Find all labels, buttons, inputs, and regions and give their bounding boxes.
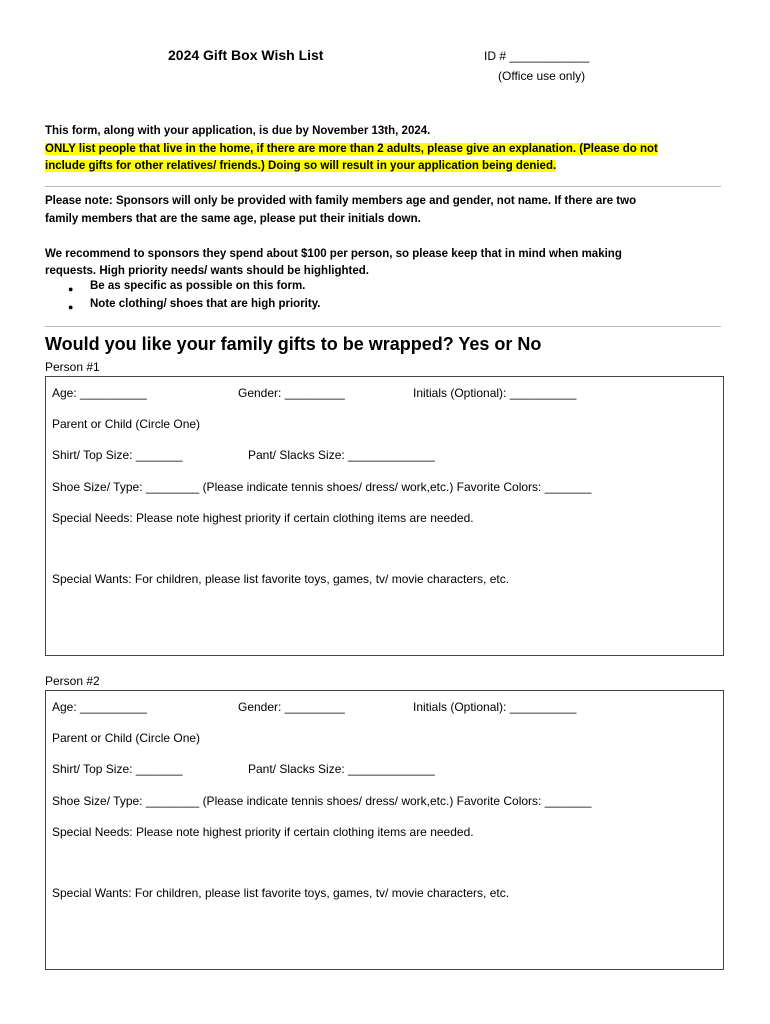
sponsor-note-line-2: family members that are the same age, please put their initials down. bbox=[45, 213, 421, 225]
list-item: ● Be as specific as possible on this form. bbox=[68, 280, 320, 298]
shirt-size-field[interactable]: Shirt/ Top Size: _______ bbox=[52, 448, 183, 462]
recommend-line-2: requests. High priority needs/ wants should be highlighted. bbox=[45, 265, 369, 277]
highlight-text-1: ONLY list people that live in the home, if there are more than 2 adults, please give an explanation. (Please do not bbox=[45, 143, 658, 155]
age-field[interactable]: Age: __________ bbox=[52, 700, 147, 714]
special-needs-field[interactable]: Special Needs: Please note highest priority if certain clothing items are needed. bbox=[52, 825, 474, 839]
initials-field[interactable]: Initials (Optional): __________ bbox=[413, 386, 577, 400]
initials-field[interactable]: Initials (Optional): __________ bbox=[413, 700, 577, 714]
divider bbox=[45, 186, 721, 187]
page-title: 2024 Gift Box Wish List bbox=[168, 47, 324, 63]
shoe-size-field[interactable]: Shoe Size/ Type: ________ (Please indicate tennis shoes/ dress/ work,etc.) Favorite Colors: _______ bbox=[52, 794, 592, 808]
list-item: ● Note clothing/ shoes that are high priority. bbox=[68, 298, 320, 316]
special-wants-field[interactable]: Special Wants: For children, please list favorite toys, games, tv/ movie characters, etc. bbox=[52, 886, 510, 900]
due-date-line: This form, along with your application, is due by November 13th, 2024. bbox=[45, 125, 431, 137]
pant-size-field[interactable]: Pant/ Slacks Size: _____________ bbox=[248, 762, 435, 776]
sponsor-note-line-1: Please note: Sponsors will only be provided with family members age and gender, not name. If there are two bbox=[45, 195, 637, 207]
highlight-text-2: include gifts for other relatives/ friends.) Doing so will result in your application being denied. bbox=[45, 160, 557, 172]
gender-field[interactable]: Gender: _________ bbox=[238, 700, 345, 714]
wrap-question: Would you like your family gifts to be wrapped? Yes or No bbox=[45, 334, 542, 354]
divider bbox=[45, 326, 721, 327]
person-1-label: Person #1 bbox=[45, 360, 100, 374]
id-field[interactable]: ID # ____________ bbox=[484, 49, 590, 63]
person-2-card bbox=[45, 690, 724, 970]
special-wants-field[interactable]: Special Wants: For children, please list favorite toys, games, tv/ movie characters, etc. bbox=[52, 572, 510, 586]
highlight-line-1 bbox=[45, 143, 658, 155]
gender-field[interactable]: Gender: _________ bbox=[238, 386, 345, 400]
recommend-line-1: We recommend to sponsors they spend about $100 per person, so please keep that in mind when making bbox=[45, 248, 622, 260]
office-use-note: (Office use only) bbox=[498, 69, 586, 83]
person-2-label: Person #2 bbox=[45, 674, 100, 688]
person-1-card bbox=[45, 376, 724, 656]
shirt-size-field[interactable]: Shirt/ Top Size: _______ bbox=[52, 762, 183, 776]
parent-child-field[interactable]: Parent or Child (Circle One) bbox=[52, 731, 201, 745]
shoe-size-field[interactable]: Shoe Size/ Type: ________ (Please indicate tennis shoes/ dress/ work,etc.) Favorite Colors: _______ bbox=[52, 480, 592, 494]
special-needs-field[interactable]: Special Needs: Please note highest priority if certain clothing items are needed. bbox=[52, 511, 474, 525]
tips-list bbox=[68, 280, 320, 316]
age-field[interactable]: Age: __________ bbox=[52, 386, 147, 400]
parent-child-field[interactable]: Parent or Child (Circle One) bbox=[52, 417, 201, 431]
highlight-line-2 bbox=[45, 160, 556, 172]
pant-size-field[interactable]: Pant/ Slacks Size: _____________ bbox=[248, 448, 435, 462]
